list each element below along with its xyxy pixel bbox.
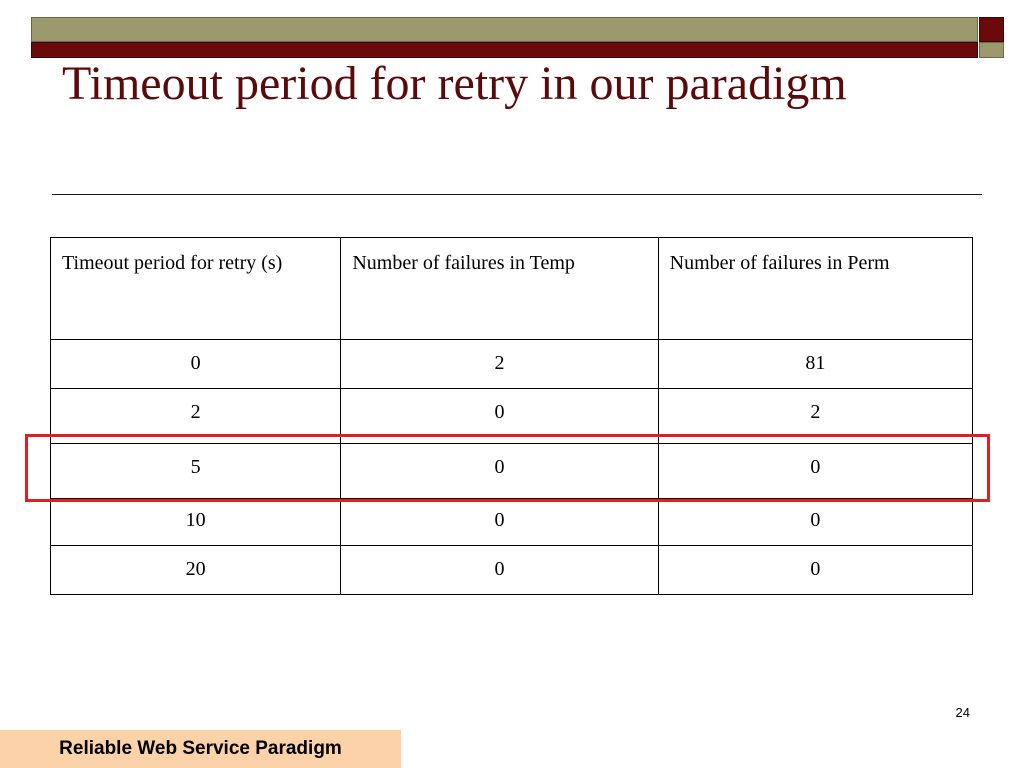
table-header-row bbox=[51, 238, 973, 340]
results-table bbox=[50, 237, 973, 595]
cell-temp-failures: 0 bbox=[341, 546, 658, 595]
cell-timeout: 0 bbox=[51, 340, 341, 389]
corner-maroon-square bbox=[979, 17, 1004, 42]
cell-timeout: 20 bbox=[51, 546, 341, 595]
header-failures-perm: Number of failures in Perm bbox=[658, 238, 972, 340]
cell-temp-failures: 0 bbox=[341, 444, 658, 499]
table-row bbox=[51, 389, 973, 444]
cell-timeout: 10 bbox=[51, 499, 341, 546]
cell-perm-failures: 2 bbox=[658, 389, 972, 444]
cell-perm-failures: 81 bbox=[658, 340, 972, 389]
footer-label: Reliable Web Service Paradigm bbox=[59, 738, 342, 759]
table-row-highlighted bbox=[51, 444, 973, 499]
table-row bbox=[51, 340, 973, 389]
footer-banner bbox=[0, 730, 401, 768]
page-number: 24 bbox=[955, 705, 970, 720]
cell-temp-failures: 2 bbox=[341, 340, 658, 389]
cell-perm-failures: 0 bbox=[658, 444, 972, 499]
top-olive-bar bbox=[31, 17, 978, 42]
corner-olive-square bbox=[979, 42, 1004, 58]
cell-timeout: 2 bbox=[51, 389, 341, 444]
cell-timeout: 5 bbox=[51, 444, 341, 499]
title-divider bbox=[52, 194, 982, 195]
header-timeout-period: Timeout period for retry (s) bbox=[51, 238, 341, 340]
cell-perm-failures: 0 bbox=[658, 499, 972, 546]
table-row bbox=[51, 499, 973, 546]
slide-title: Timeout period for retry in our paradigm bbox=[62, 57, 847, 110]
cell-temp-failures: 0 bbox=[341, 499, 658, 546]
table-row bbox=[51, 546, 973, 595]
header-failures-temp: Number of failures in Temp bbox=[341, 238, 658, 340]
cell-temp-failures: 0 bbox=[341, 389, 658, 444]
cell-perm-failures: 0 bbox=[658, 546, 972, 595]
